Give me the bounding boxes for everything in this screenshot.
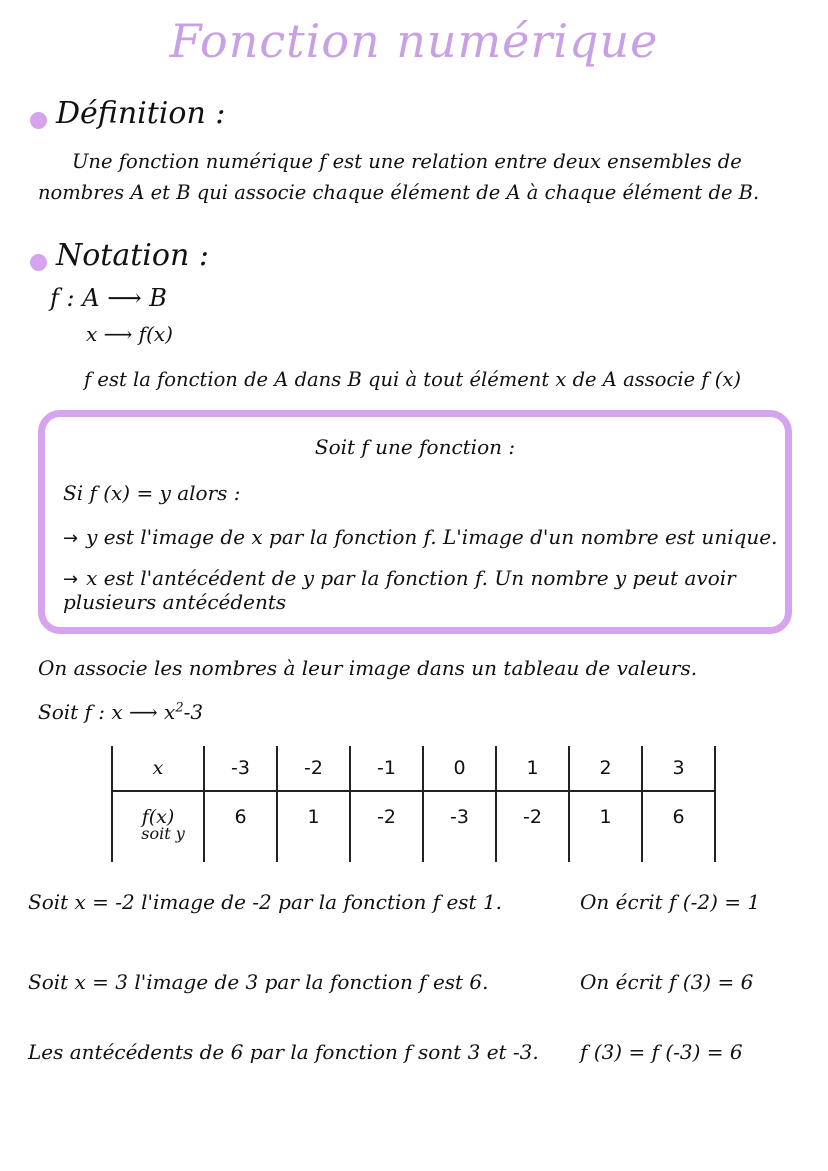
notation-sentence: f est la fonction de A dans B qui à tout élément x de A associe f (x) (84, 368, 741, 391)
function-definition-exponent: 2 (175, 700, 184, 716)
box-point-antecedent-text: x est l'antécédent de y par la fonction f. Un nombre y peut avoir plusieurs antécédents (63, 566, 736, 614)
table-cell-x: -2 (277, 746, 350, 791)
table-cell-f: 6 (642, 791, 715, 862)
arrow-right-icon: → (63, 528, 79, 549)
example-left-3: Les antécédents de 6 par la fonction f sont 3 et -3. (28, 1040, 539, 1064)
table-cell-x: 1 (496, 746, 569, 791)
table-row-f (112, 791, 715, 862)
box-title: Soit f une fonction : (314, 435, 516, 459)
example-right-3: f (3) = f (-3) = 6 (580, 1040, 743, 1064)
example-left-2: Soit x = 3 l'image de 3 par la fonction f est 6. (28, 970, 489, 994)
table-header-f-label: f(x) (141, 806, 175, 828)
box-condition: Si f (x) = y alors : (63, 481, 241, 505)
table-header-x: x (112, 746, 204, 791)
table-cell-f: 6 (204, 791, 277, 862)
box-point-antecedent (63, 567, 753, 613)
notation-mapping-sets: f : A ⟶ B (50, 284, 167, 312)
function-definition-prefix: Soit f : x ⟶ x (38, 700, 176, 724)
table-cell-f: -2 (350, 791, 423, 862)
example-left-1: Soit x = -2 l'image de -2 par la fonction f est 1. (28, 890, 503, 914)
values-table (111, 746, 716, 862)
page-title: Fonction numérique (169, 14, 659, 68)
function-definition (38, 700, 203, 724)
property-box (38, 410, 792, 634)
function-definition-suffix: -3 (183, 700, 204, 724)
notation-heading: Notation : (56, 238, 209, 273)
notation-mapping-elements: x ⟶ f(x) (86, 322, 173, 346)
notation-bullet-icon (30, 254, 47, 271)
definition-text: Une fonction numérique f est une relation entre deux ensembles de nombres A et B qui associe chaque élément de A à chaque élément de B. (38, 150, 760, 204)
table-header-f (112, 791, 204, 862)
table-cell-x: 2 (569, 746, 642, 791)
table-header-f-sublabel: soit y (141, 824, 185, 843)
table-cell-f: 1 (277, 791, 350, 862)
table-cell-f: -3 (423, 791, 496, 862)
arrow-right-icon: → (63, 569, 79, 590)
example-right-1: On écrit f (-2) = 1 (580, 890, 761, 914)
box-point-image-text: y est l'image de x par la fonction f. L'image d'un nombre est unique. (86, 525, 778, 549)
definition-heading: Définition : (56, 96, 226, 131)
table-cell-x: 3 (642, 746, 715, 791)
table-row-x (112, 746, 715, 791)
table-intro-sentence: On associe les nombres à leur image dans un tableau de valeurs. (38, 656, 698, 680)
table-cell-f: 1 (569, 791, 642, 862)
table-cell-f: -2 (496, 791, 569, 862)
table-cell-x: -3 (204, 746, 277, 791)
table-cell-x: -1 (350, 746, 423, 791)
box-point-image (63, 525, 777, 549)
definition-bullet-icon (30, 112, 47, 129)
example-right-2: On écrit f (3) = 6 (580, 970, 754, 994)
table-cell-x: 0 (423, 746, 496, 791)
